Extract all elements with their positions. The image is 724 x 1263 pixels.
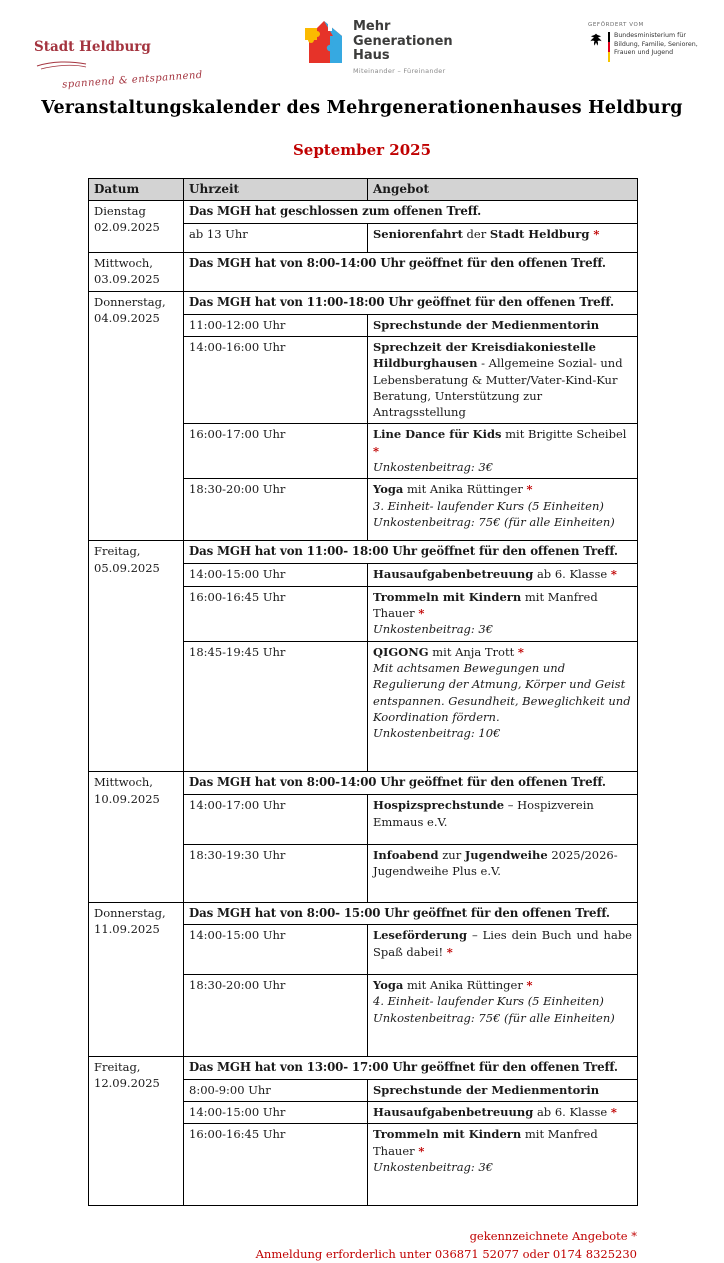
offer-text: Leseförderung – Lies dein Buch und habe Spaß dabei! *: [373, 928, 632, 959]
stadt-heldburg-slogan: spannend & entspannend: [61, 69, 204, 91]
offer-text: Mit achtsamen Bewegungen und Regulierung der Atmung, Körper und Geist entspannen. Gesundheit, Beweglichkeit und Koordination fördern.: [373, 660, 631, 724]
event-time-cell: ab 13 Uhr: [184, 223, 368, 252]
table-header-row: [89, 179, 638, 201]
day-status-cell: Das MGH hat von 13:00- 17:00 Uhr geöffnet für den offenen Treff.: [184, 1056, 638, 1079]
day-date-cell: [89, 291, 184, 541]
date-line: 02.09.2025: [94, 220, 160, 235]
offer-text: Hausaufgabenbetreuung ab 6. Klasse *: [373, 567, 617, 582]
event-time-cell: 18:30-20:00 Uhr: [184, 974, 368, 1056]
german-flag-stripe: [608, 32, 610, 62]
offer-text: Unkostenbeitrag: 3€: [373, 1160, 494, 1174]
event-offer-cell: [368, 314, 638, 336]
event-offer-cell: [368, 974, 638, 1056]
offer-text: Unkostenbeitrag: 10€: [373, 726, 501, 741]
date-line: Dienstag: [94, 204, 146, 219]
funding-label: GEFÖRDERT VOM: [588, 22, 644, 28]
offer-text: Hausaufgabenbetreuung ab 6. Klasse *: [373, 1105, 617, 1120]
day-date-cell: [89, 772, 184, 902]
offer-text: 3. Einheit- laufender Kurs (5 Einheiten): [373, 498, 604, 513]
date-line: Donnerstag,: [94, 905, 166, 920]
event-offer-cell: [368, 564, 638, 586]
day-date-cell: [89, 541, 184, 772]
event-time-cell: 14:00-15:00 Uhr: [184, 1102, 368, 1124]
offer-text: Trommeln mit Kindern mit Manfred Thauer *: [373, 589, 598, 620]
date-line: Mittwoch,: [94, 256, 153, 271]
footnote: [88, 1228, 637, 1263]
swoosh-icon: [36, 60, 88, 72]
calendar-table-body: [89, 201, 638, 1206]
day-date-cell: [89, 253, 184, 292]
date-line: Freitag,: [94, 544, 141, 559]
table-row: [89, 1056, 638, 1079]
offer-text: Trommeln mit Kindern mit Manfred Thauer *: [373, 1127, 598, 1158]
event-time-cell: 14:00-15:00 Uhr: [184, 564, 368, 586]
offer-text: Yoga mit Anika Rüttinger *: [373, 482, 533, 497]
offer-text: Seniorenfahrt der Stadt Heldburg *: [373, 226, 600, 241]
event-time-cell: 14:00-15:00 Uhr: [184, 925, 368, 975]
event-offer-cell: [368, 844, 638, 902]
table-row: [89, 201, 638, 224]
date-line: 12.09.2025: [94, 1076, 160, 1091]
column-header-uhrzeit: Uhrzeit: [184, 179, 368, 201]
mgh-word-mehr: Mehr: [353, 19, 391, 34]
event-offer-cell: [368, 795, 638, 845]
puzzle-house-icon: [303, 18, 345, 66]
stadt-heldburg-wordmark: Stadt Heldburg: [34, 39, 151, 55]
offer-text: QIGONG mit Anja Trott *: [373, 644, 524, 659]
month-subtitle: September 2025: [292, 141, 432, 159]
offer-text: Sprechstunde der Medienmentorin: [373, 317, 600, 332]
day-status-cell: Das MGH hat geschlossen zum offenen Treff.: [184, 201, 638, 224]
offer-text: Yoga mit Anika Rüttinger *: [373, 977, 533, 992]
date-line: Donnerstag,: [94, 294, 166, 309]
table-row: [89, 541, 638, 564]
day-date-cell: [89, 902, 184, 1056]
day-date-cell: [89, 201, 184, 253]
date-line: 11.09.2025: [94, 921, 160, 936]
ministry-logo: [588, 22, 706, 62]
event-offer-cell: [368, 925, 638, 975]
offer-text: Sprechzeit der Kreisdiakoniestelle Hildburghausen - Allgemeine Sozial- und Lebensberatung & Mutter/Vater-Kind-Kur Beratung, Unterstützung zur Antragsstellung: [373, 339, 623, 420]
logo-header: [0, 0, 724, 96]
day-status-cell: Das MGH hat von 11:00-18:00 Uhr geöffnet für den offenen Treff.: [184, 291, 638, 314]
offer-text: Hospizsprechstunde – Hospizverein Emmaus e.V.: [373, 798, 594, 829]
mgh-logo: [303, 18, 453, 75]
day-status-cell: Das MGH hat von 8:00-14:00 Uhr geöffnet für den offenen Treff.: [184, 253, 638, 292]
offer-text: Unkostenbeitrag: 3€: [373, 622, 494, 637]
event-offer-cell: [368, 424, 638, 479]
table-row: [89, 772, 638, 795]
footnote-line-1: gekennzeichnete Angebote *: [469, 1229, 637, 1244]
event-time-cell: 14:00-16:00 Uhr: [184, 336, 368, 424]
event-time-cell: 18:30-20:00 Uhr: [184, 479, 368, 541]
mgh-word-generationen: Generationen: [353, 33, 453, 49]
event-offer-cell: [368, 223, 638, 252]
event-time-cell: 8:00-9:00 Uhr: [184, 1079, 368, 1101]
offer-text: Unkostenbeitrag: 75€ (für alle Einheiten): [373, 1010, 615, 1025]
event-offer-cell: [368, 1124, 638, 1206]
event-time-cell: 16:00-16:45 Uhr: [184, 1124, 368, 1206]
event-time-cell: 11:00-12:00 Uhr: [184, 314, 368, 336]
stadt-heldburg-logo: [34, 36, 204, 91]
date-line: 03.09.2025: [94, 272, 160, 287]
event-offer-cell: [368, 1079, 638, 1101]
event-time-cell: 18:30-19:30 Uhr: [184, 844, 368, 902]
day-status-cell: Das MGH hat von 11:00- 18:00 Uhr geöffnet für den offenen Treff.: [184, 541, 638, 564]
table-row: [89, 253, 638, 292]
event-offer-cell: [368, 641, 638, 772]
date-line: 05.09.2025: [94, 560, 160, 575]
mgh-word-haus: Haus: [353, 48, 390, 64]
offer-text: Unkostenbeitrag: 3€: [373, 460, 494, 475]
day-date-cell: [89, 1056, 184, 1205]
offer-text: Unkostenbeitrag: 75€ (für alle Einheiten): [373, 515, 615, 530]
table-row: [89, 902, 638, 925]
date-line: Mittwoch,: [94, 775, 153, 790]
page-title: Veranstaltungskalender des Mehrgenerationenhauses Heldburg: [41, 98, 683, 118]
offer-text: Sprechstunde der Medienmentorin: [373, 1082, 600, 1097]
table-row: [89, 291, 638, 314]
date-line: Freitag,: [94, 1059, 141, 1074]
event-offer-cell: [368, 336, 638, 424]
offer-text: Line Dance für Kids mit Brigitte Scheibel *: [373, 427, 627, 458]
column-header-datum: Datum: [89, 179, 184, 201]
date-line: 04.09.2025: [94, 311, 160, 326]
event-offer-cell: [368, 1102, 638, 1124]
calendar-table: [88, 178, 638, 1206]
column-header-angebot: Angebot: [368, 179, 638, 201]
event-offer-cell: [368, 586, 638, 641]
event-time-cell: 18:45-19:45 Uhr: [184, 641, 368, 772]
ministry-name: Bundesministerium für Bildung, Familie, Senioren, Frauen und Jugend: [614, 32, 698, 56]
footnote-line-2: Anmeldung erforderlich unter 036871 52077 oder 0174 8325230: [255, 1246, 637, 1261]
offer-text: Infoabend zur Jugendweihe 2025/2026- Jugendweihe Plus e.V.: [373, 847, 618, 879]
offer-text: 4. Einheit- laufender Kurs (5 Einheiten): [373, 994, 604, 1009]
day-status-cell: Das MGH hat von 8:00-14:00 Uhr geöffnet für den offenen Treff.: [184, 772, 638, 795]
event-time-cell: 14:00-17:00 Uhr: [184, 795, 368, 845]
mgh-tagline: Miteinander – Füreinander: [353, 66, 446, 75]
mgh-wordmark: [353, 18, 453, 75]
federal-eagle-icon: [588, 32, 604, 48]
day-status-cell: Das MGH hat von 8:00- 15:00 Uhr geöffnet für den offenen Treff.: [184, 902, 638, 925]
event-time-cell: 16:00-16:45 Uhr: [184, 586, 368, 641]
event-time-cell: 16:00-17:00 Uhr: [184, 424, 368, 479]
date-line: 10.09.2025: [94, 791, 160, 806]
event-offer-cell: [368, 479, 638, 541]
